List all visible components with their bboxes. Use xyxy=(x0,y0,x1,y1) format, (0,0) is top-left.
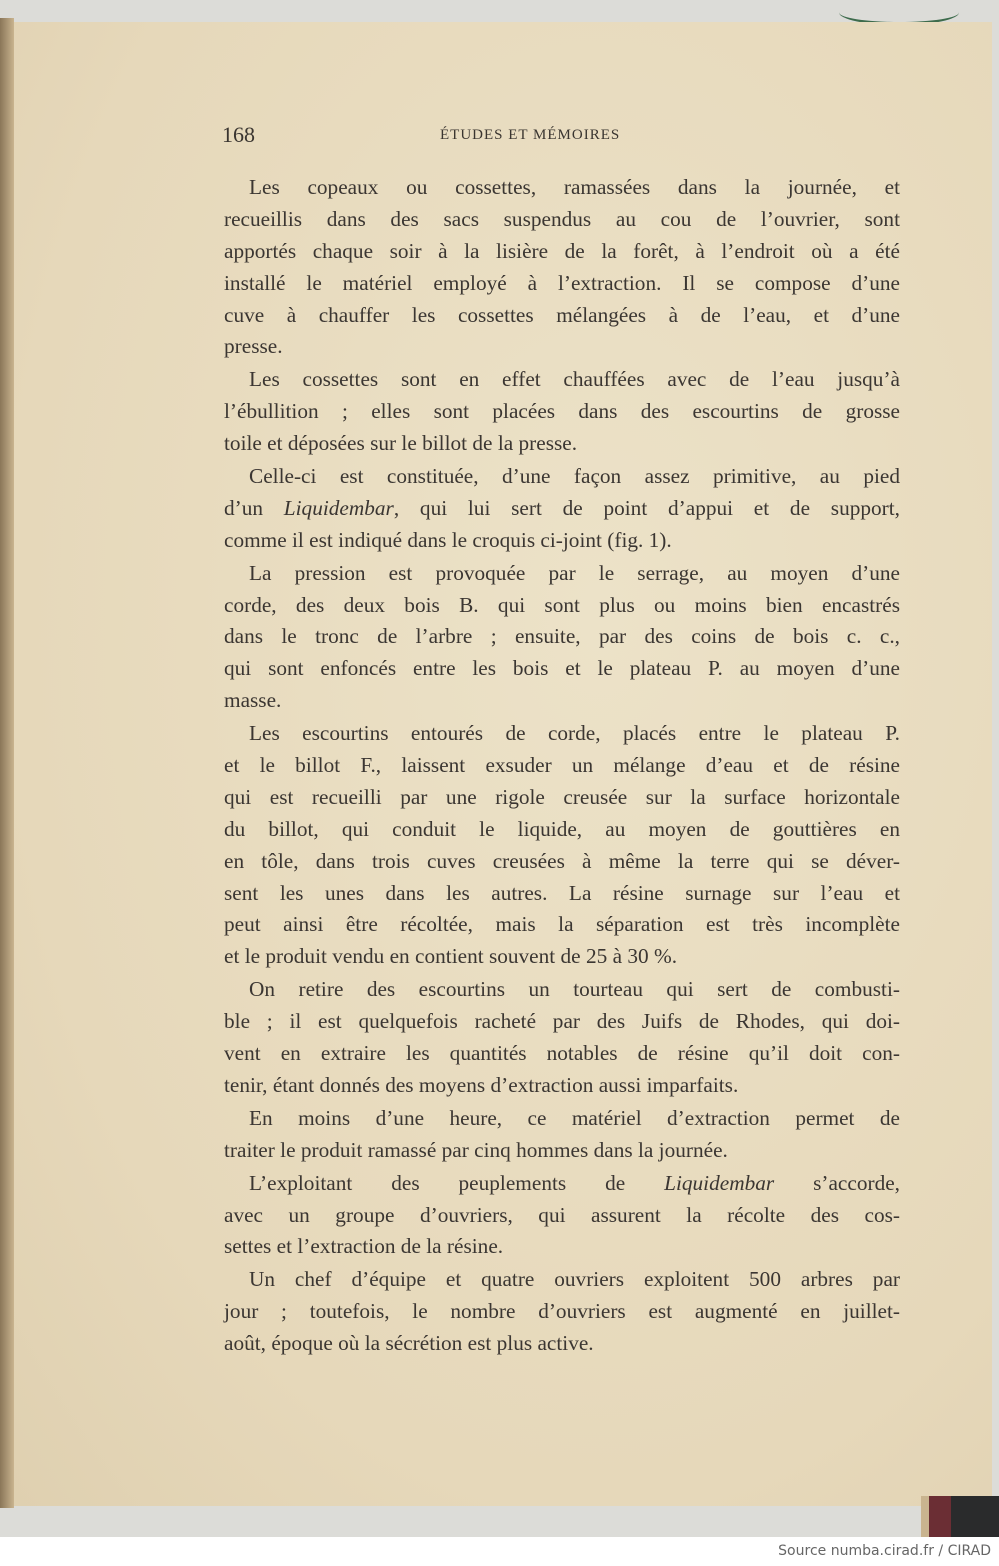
text-line: Les escourtins entourés de corde, placés entre le plateau P. xyxy=(249,721,900,746)
text-line: et le billot F., laissent exsuder un mélange d’eau et de résine xyxy=(224,753,900,778)
italic-term: Liquidembar xyxy=(664,1170,775,1195)
text-line: Celle-ci est constituée, d’une façon assez primitive, au pied xyxy=(249,464,900,489)
book-binding-edge xyxy=(0,18,14,1508)
text-line: et le produit vendu en contient souvent de 25 à 30 %. xyxy=(224,944,678,969)
text-line: En moins d’une heure, ce matériel d’extraction permet de xyxy=(249,1105,900,1130)
paragraph xyxy=(224,461,900,557)
text-line: jour ; toutefois, le nombre d’ouvriers est augmenté en juillet- xyxy=(224,1299,900,1324)
text-line: Un chef d’équipe et quatre ouvriers exploitent 500 arbres par xyxy=(249,1267,900,1292)
text-line: du billot, qui conduit le liquide, au moyen de gouttières en xyxy=(224,816,900,841)
paragraph xyxy=(224,172,900,363)
text-line: installé le matériel employé à l’extraction. Il se compose d’une xyxy=(224,270,900,295)
text-line: masse. xyxy=(224,688,282,713)
body-text xyxy=(224,172,900,1361)
text-line: L’exploitant des peuplements de Liquidembar s’accorde, xyxy=(249,1170,900,1195)
text-line: ble ; il est quelquefois racheté par des Juifs de Rhodes, qui doi- xyxy=(224,1009,900,1034)
text-line: presse. xyxy=(224,334,283,359)
paragraph xyxy=(224,364,900,460)
paragraph xyxy=(224,1103,900,1167)
paragraph xyxy=(224,1168,900,1264)
text-line: août, époque où la sécrétion est plus active. xyxy=(224,1331,594,1356)
text-line: settes et l’extraction de la résine. xyxy=(224,1234,504,1259)
text-line: corde, des deux bois B. qui sont plus ou moins bien encastrés xyxy=(224,592,900,617)
paragraph xyxy=(224,1264,900,1360)
text-line: recueillis dans des sacs suspendus au cou de l’ouvrier, sont xyxy=(224,206,900,231)
paragraph xyxy=(224,558,900,717)
paragraph xyxy=(224,974,900,1102)
text-line: On retire des escourtins un tourteau qui sert de combusti- xyxy=(249,977,900,1002)
text-line: La pression est provoquée par le serrage, au moyen d’une xyxy=(249,560,900,585)
text-line: toile et déposées sur le billot de la presse. xyxy=(224,431,578,456)
italic-term: Liquidembar xyxy=(283,495,394,520)
text-line: dans le tronc de l’arbre ; ensuite, par des coins de bois c. c., xyxy=(224,624,900,649)
text-line: tenir, étant donnés des moyens d’extraction aussi imparfaits. xyxy=(224,1072,739,1097)
text-line: cuve à chauffer les cossettes mélangées à de l’eau, et d’une xyxy=(224,302,900,327)
text-line: d’un Liquidembar, qui lui sert de point d’appui et de support, xyxy=(224,495,900,520)
source-caption: Source numba.cirad.fr / CIRAD xyxy=(778,1543,991,1559)
book-cover-corner xyxy=(921,1496,999,1537)
text-line: sent les unes dans les autres. La résine surnage sur l’eau et xyxy=(224,880,900,905)
text-line: Les cossettes sont en effet chauffées avec de l’eau jusqu’à xyxy=(249,367,900,392)
text-line: qui sont enfoncés entre les bois et le plateau P. au moyen d’une xyxy=(224,656,900,681)
text-line: comme il est indiqué dans le croquis ci-joint (fig. 1). xyxy=(224,527,672,552)
text-line: l’ébullition ; elles sont placées dans des escourtins de grosse xyxy=(224,399,900,424)
text-line: Les copeaux ou cossettes, ramassées dans la journée, et xyxy=(249,175,900,199)
page-number: 168 xyxy=(222,122,255,147)
text-line: qui est recueilli par une rigole creusée sur la surface horizontale xyxy=(224,784,900,809)
text-line: apportés chaque soir à la lisière de la forêt, à l’endroit où a été xyxy=(224,238,900,263)
text-line: en tôle, dans trois cuves creusées à même la terre qui se déver- xyxy=(224,848,900,873)
text-line: peut ainsi être récoltée, mais la séparation est très incomplète xyxy=(224,912,900,937)
running-head: ÉTUDES ET MÉMOIRES xyxy=(440,127,621,143)
paragraph xyxy=(224,718,900,973)
text-line: traiter le produit ramassé par cinq hommes dans la journée. xyxy=(224,1137,728,1162)
text-line: avec un groupe d’ouvriers, qui assurent la récolte des cos- xyxy=(224,1202,900,1227)
text-line: vent en extraire les quantités notables de résine qu’il doit con- xyxy=(224,1041,900,1066)
